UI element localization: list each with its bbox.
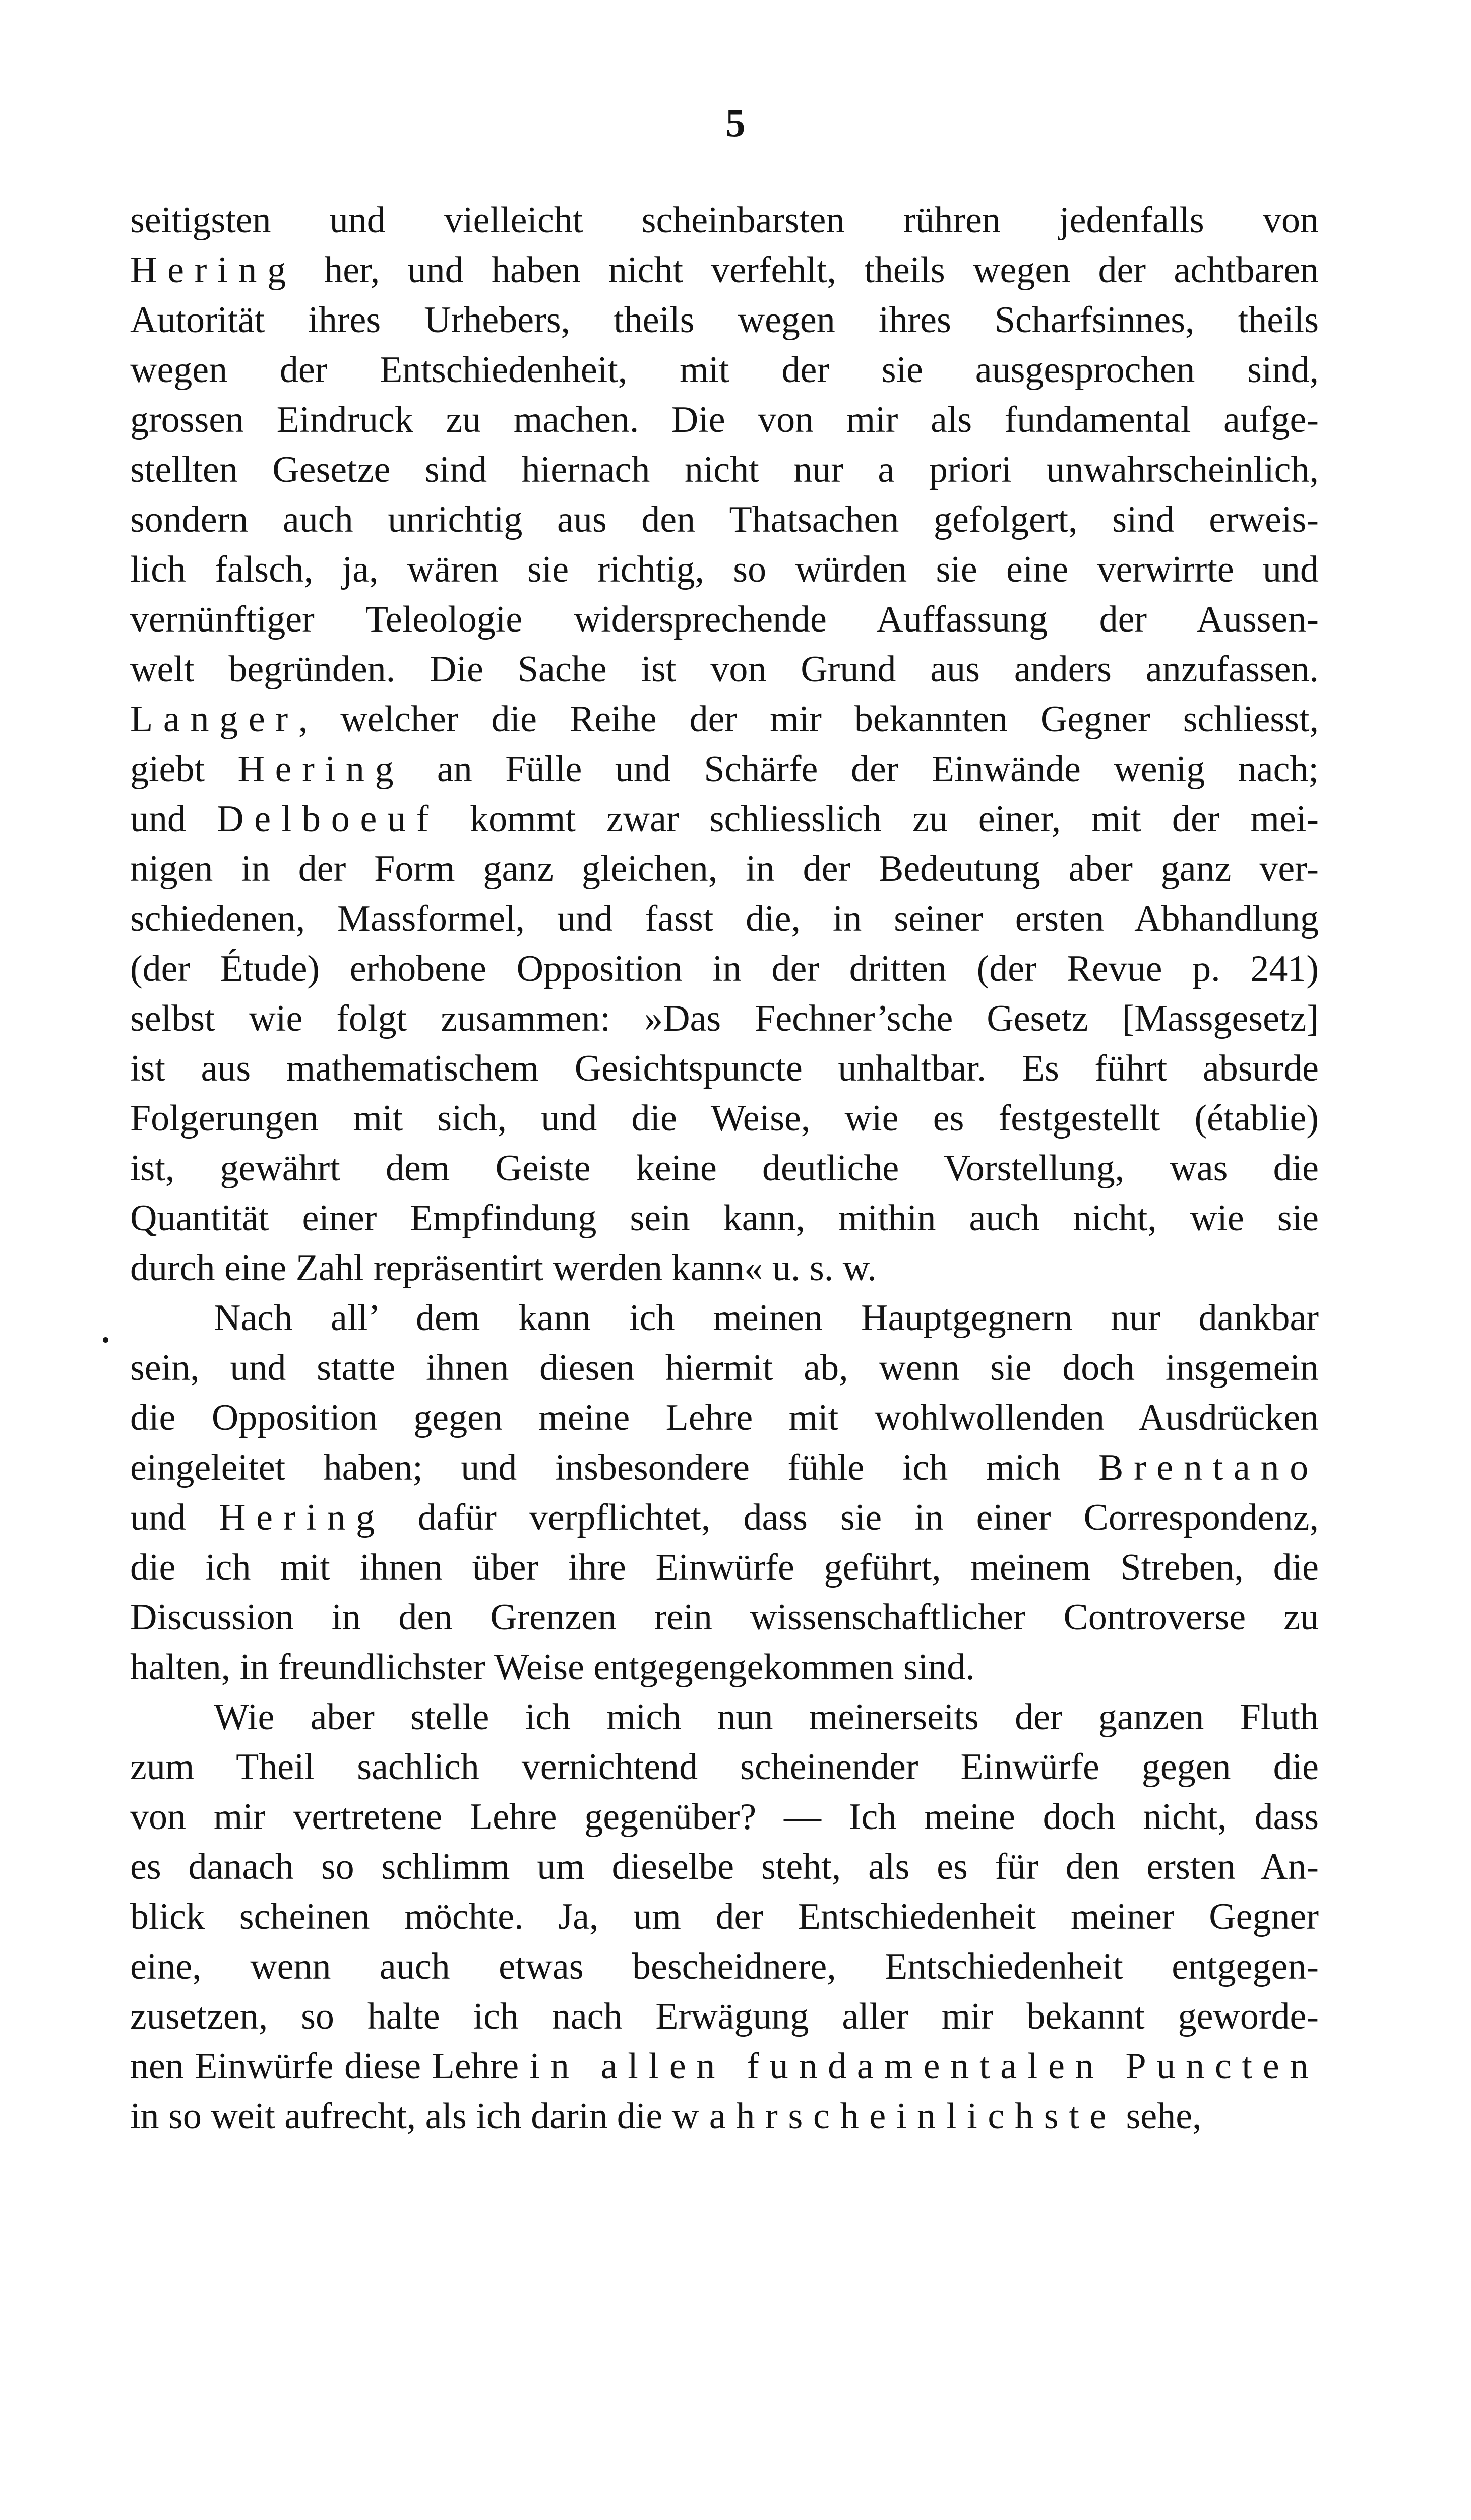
text-line (130, 1593, 1319, 1643)
text-line (130, 1992, 1319, 2042)
text-line (130, 1443, 1319, 1493)
text-line (130, 994, 1319, 1044)
text-line (130, 1044, 1319, 1094)
spaced-emphasis: Brentano (1098, 1447, 1319, 1488)
text-line (130, 1293, 1319, 1343)
spaced-emphasis: Hering (130, 249, 296, 291)
text-run: Discussion in den Grenzen rein wissenschaftlicher Controverse zu (130, 1597, 1319, 1638)
text-run: blick scheinen möchte. Ja, um der Entschiedenheit meiner Gegner (130, 1896, 1319, 1937)
text-run: lich falsch, ja, wären sie richtig, so würden sie eine verwirrte und (130, 549, 1319, 590)
text-run: eingeleitet haben; und insbesondere fühle ich mich (130, 1447, 1098, 1488)
text-run: kommt zwar schliesslich zu einer, mit der mei- (439, 798, 1319, 840)
text-run: ist aus mathematischem Gesichtspuncte unhaltbar. Es führt absurde (130, 1048, 1319, 1089)
text-run: sehe, (1117, 2096, 1202, 2137)
text-run: grossen Eindruck zu machen. Die von mir als fundamental aufge- (130, 399, 1319, 440)
text-line (130, 345, 1319, 395)
text-run: zum Theil sachlich vernichtend scheinender Einwürfe gegen die (130, 1746, 1319, 1788)
text-run: nen Einwürfe diese Lehre (130, 2046, 530, 2087)
text-run: stellten Gesetze sind hiernach nicht nur a priori unwahrscheinlich, (130, 449, 1319, 490)
text-run: welt begründen. Die Sache ist von Grund aus anders anzufassen. (130, 649, 1319, 690)
text-run: (der Étude) erhobene Opposition in der dritten (der Revue p. 241) (130, 948, 1319, 989)
text-run: Quantität einer Empfindung sein kann, mithin auch nicht, wie sie (130, 1198, 1319, 1239)
text-line (130, 245, 1319, 295)
text-run: schiedenen, Massformel, und fasst die, in seiner ersten Abhandlung (130, 898, 1319, 939)
text-line (130, 295, 1319, 345)
text-line (130, 1643, 1319, 1692)
text-run: und (130, 798, 217, 840)
text-run: nigen in der Form ganz gleichen, in der Bedeutung aber ganz ver- (130, 848, 1319, 890)
text-run: ist, gewährt dem Geiste keine deutliche Vorstellung, was die (130, 1148, 1319, 1189)
text-line (130, 1193, 1319, 1243)
text-line (130, 1892, 1319, 1942)
text-line (130, 1543, 1319, 1593)
text-line (130, 1742, 1319, 1792)
text-run: von mir vertretene Lehre gegenüber? — Ich meine doch nicht, dass (130, 1796, 1319, 1838)
text-run: Folgerungen mit sich, und die Weise, wie es festgestellt (établie) (130, 1098, 1319, 1139)
text-line (130, 794, 1319, 844)
text-run: vernünftiger Teleologie widersprechende Auffassung der Aussen- (130, 599, 1319, 640)
text-run: seitigsten und vielleicht scheinbarsten rühren jedenfalls von (130, 200, 1319, 241)
text-line (130, 1942, 1319, 1992)
page-number: 5 (725, 101, 746, 145)
text-run: wegen der Entschiedenheit, mit der sie ausgesprochen sind, (130, 349, 1319, 391)
text-run: sondern auch unrichtig aus den Thatsachen gefolgert, sind erweis- (130, 499, 1319, 540)
text-line (130, 844, 1319, 894)
stray-ink-mark (103, 1337, 108, 1343)
text-line (130, 196, 1319, 245)
spaced-emphasis: Delboeuf (217, 798, 440, 840)
text-line (130, 595, 1319, 645)
text-line (130, 1144, 1319, 1193)
text-run: und (130, 1497, 219, 1538)
text-line (130, 395, 1319, 445)
text-line (130, 695, 1319, 744)
text-line (130, 1343, 1319, 1393)
text-run: her, und haben nicht verfehlt, theils wegen der achtbaren (296, 249, 1319, 291)
text-run: die Opposition gegen meine Lehre mit wohlwollenden Ausdrücken (130, 1397, 1319, 1438)
text-run: sein, und statte ihnen diesen hiermit ab, wenn sie doch insgemein (130, 1347, 1319, 1389)
text-run: , welcher die Reihe der mir bekannten Gegner schliesst, (298, 699, 1319, 740)
text-run: zusetzen, so halte ich nach Erwägung aller mir bekannt geworde- (130, 1996, 1319, 2037)
spaced-emphasis: wahrscheinlichste (671, 2096, 1117, 2137)
text-line (130, 1493, 1319, 1543)
text-run: an Fülle und Schärfe der Einwände wenig nach; (404, 748, 1319, 790)
text-line (130, 1842, 1319, 1892)
text-line (130, 744, 1319, 794)
spaced-emphasis: Langer (130, 699, 298, 740)
text-line (130, 645, 1319, 695)
paragraph (130, 196, 1319, 1293)
text-line (130, 1692, 1319, 1742)
text-line (130, 1094, 1319, 1144)
text-run: selbst wie folgt zusammen: »Das Fechner’sche Gesetz [Massgesetz] (130, 998, 1319, 1039)
spaced-emphasis: in allen fundamentalen Puncten (529, 2046, 1319, 2087)
paragraph (130, 1293, 1319, 1692)
text-run: Wie aber stelle ich mich nun meinerseits der ganzen Fluth (214, 1696, 1319, 1738)
text-line (130, 1792, 1319, 1842)
text-run: in so weit aufrecht, als ich darin die (130, 2096, 672, 2137)
text-line (130, 495, 1319, 545)
text-line (130, 2092, 1319, 2141)
text-run: dafür verpflichtet, dass sie in einer Correspondenz, (385, 1497, 1319, 1538)
text-line (130, 894, 1319, 944)
text-line (130, 944, 1319, 994)
spaced-emphasis: Hering (237, 748, 404, 790)
text-run: die ich mit ihnen über ihre Einwürfe geführt, meinem Streben, die (130, 1547, 1319, 1588)
text-line (130, 1393, 1319, 1443)
body-text (130, 196, 1319, 2141)
text-run: durch eine Zahl repräsentirt werden kann« u. s. w. (130, 1247, 877, 1289)
text-run: es danach so schlimm um dieselbe steht, als es für den ersten An- (130, 1846, 1319, 1887)
text-line (130, 2042, 1319, 2092)
text-line (130, 1243, 1319, 1293)
text-line (130, 445, 1319, 495)
paragraph (130, 1692, 1319, 2141)
spaced-emphasis: Hering (219, 1497, 385, 1538)
text-run: eine, wenn auch etwas bescheidnere, Entschiedenheit entgegen- (130, 1946, 1319, 1987)
text-run: giebt (130, 748, 238, 790)
text-run: halten, in freundlichster Weise entgegengekommen sind. (130, 1647, 975, 1688)
text-run: Autorität ihres Urhebers, theils wegen ihres Scharfsinnes, theils (130, 299, 1319, 341)
text-run: Nach all’ dem kann ich meinen Hauptgegnern nur dankbar (214, 1297, 1319, 1339)
text-line (130, 545, 1319, 595)
